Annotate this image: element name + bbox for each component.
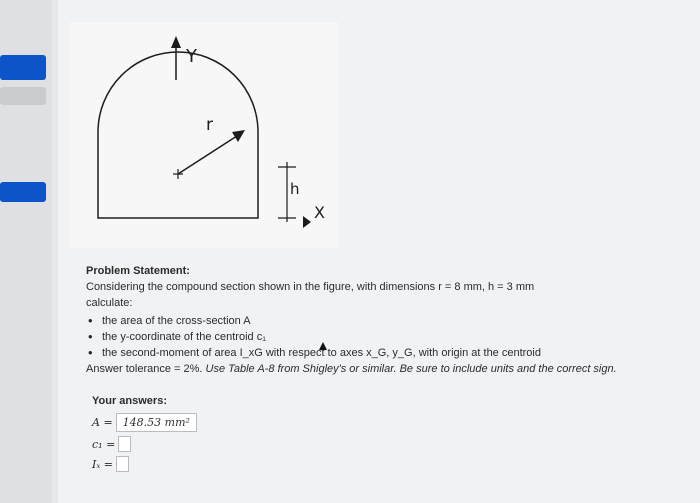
x-axis-label: X <box>314 203 325 222</box>
answer-label: Iₓ = <box>92 457 113 471</box>
task-item: • the second-moment of area I_xG with respect to axes x_G, y_G, with origin at the centroid <box>100 345 686 361</box>
inertia-answer-field[interactable] <box>116 456 129 472</box>
tolerance-line <box>86 361 686 377</box>
problem-intro: Considering the compound section shown in the figure, with dimensions r = 8 mm, h = 3 mm <box>86 281 535 293</box>
answer-label: c₁ = <box>92 437 116 451</box>
calculate-label: calculate: <box>86 297 133 309</box>
task-list <box>86 313 686 361</box>
sidebar-item-1[interactable] <box>0 55 46 80</box>
answers-section <box>92 395 197 476</box>
answer-row-area <box>92 413 197 432</box>
area-answer-field[interactable]: 148.53 mm² <box>116 413 197 432</box>
answer-row-centroid <box>92 436 197 452</box>
answer-row-inertia <box>92 456 197 472</box>
tolerance-prefix: Answer tolerance = 2%. <box>86 363 206 375</box>
cross-section-figure <box>70 22 338 248</box>
radius-label: r <box>206 115 213 135</box>
mouse-cursor-icon <box>319 342 327 350</box>
left-sidebar <box>0 0 52 503</box>
task-item: • the y-coordinate of the centroid c₁ <box>100 329 686 345</box>
sidebar-item-2[interactable] <box>0 87 46 105</box>
problem-title: Problem Statement: <box>86 265 190 277</box>
cross-section-diagram <box>70 22 338 248</box>
answer-label: A = <box>92 416 113 429</box>
sidebar-item-3[interactable] <box>0 182 46 202</box>
answers-title: Your answers: <box>92 395 167 407</box>
tolerance-note: Use Table A-8 from Shigley's or similar. Be sure to include units and the correct sign. <box>205 363 617 375</box>
problem-statement <box>86 263 686 377</box>
centroid-answer-field[interactable] <box>118 436 131 452</box>
h-label: h <box>290 180 300 198</box>
task-item: • the area of the cross-section A <box>100 313 686 329</box>
y-axis-label: Y <box>186 46 197 67</box>
